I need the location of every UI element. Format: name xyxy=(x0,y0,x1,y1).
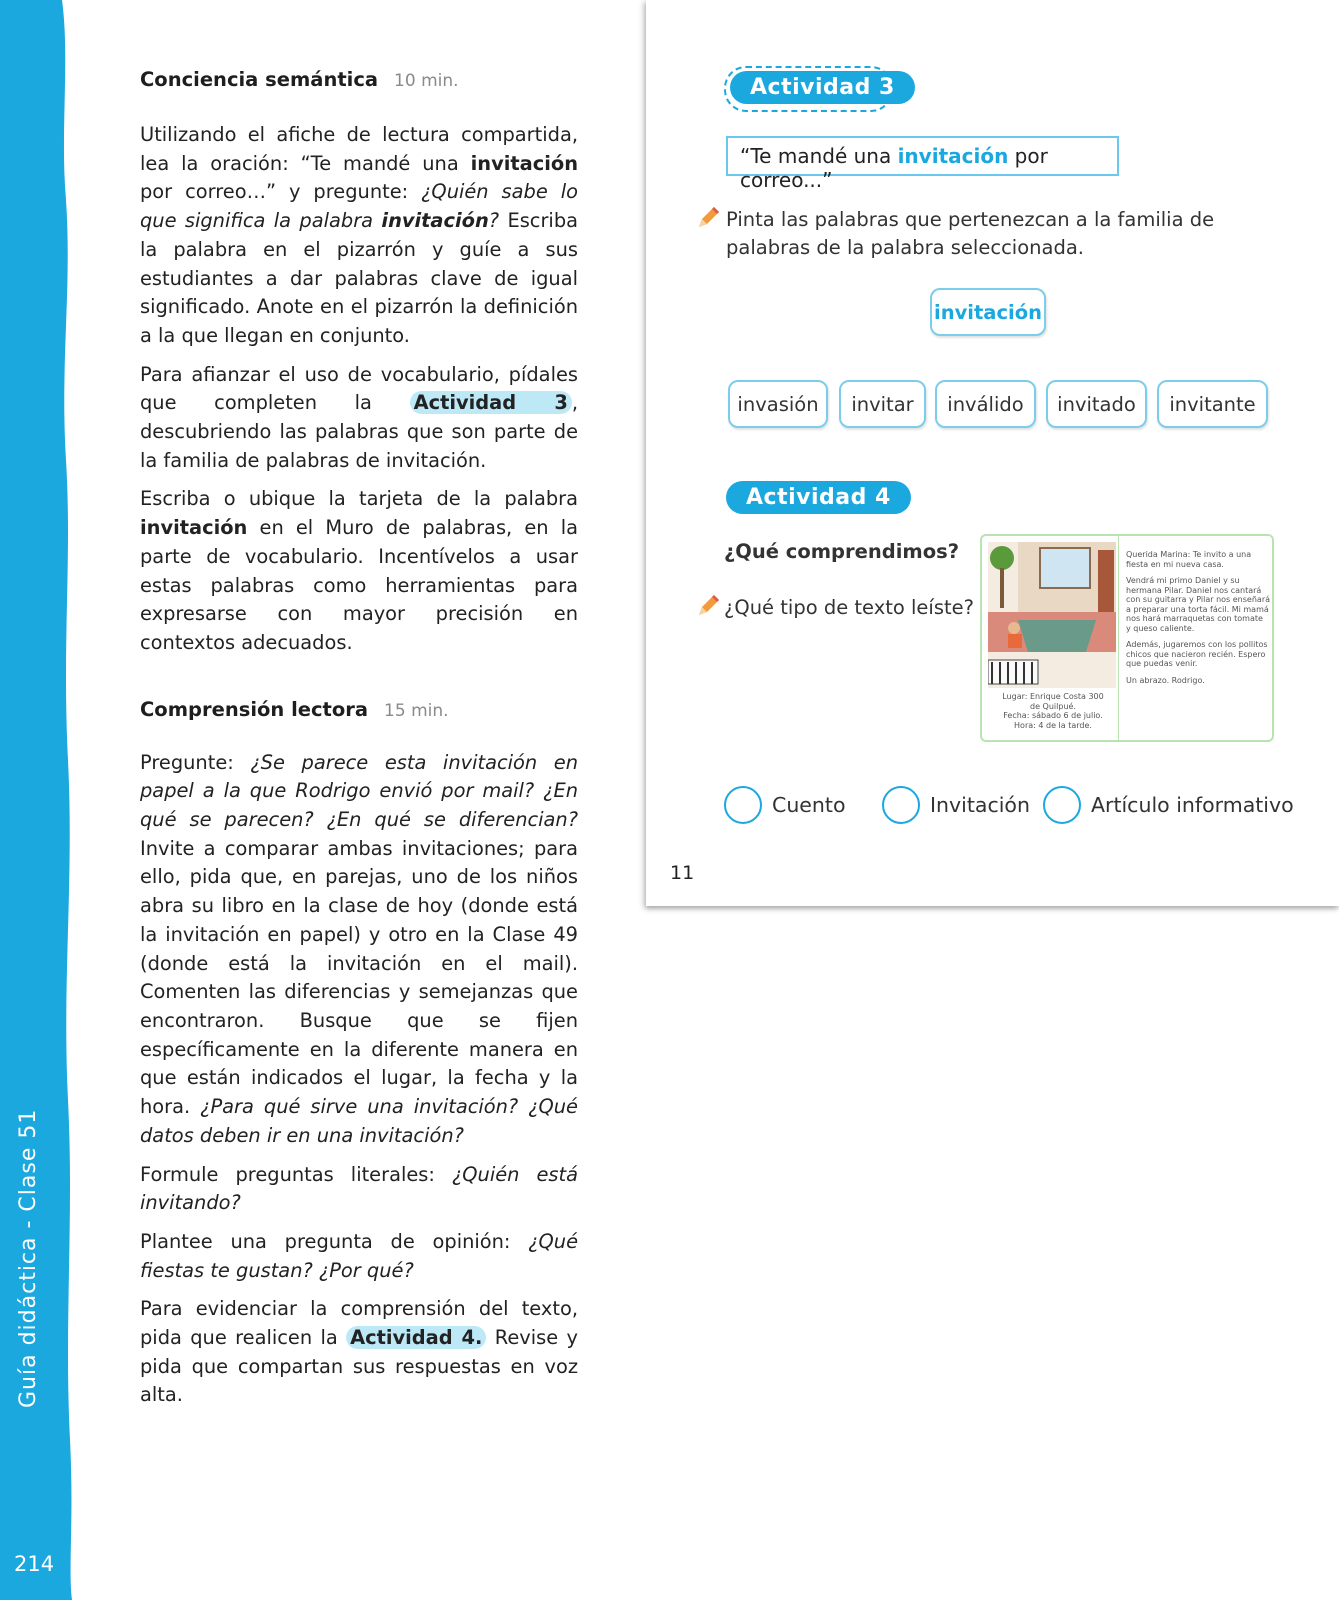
activity-3-highlight: Actividad 3 xyxy=(410,391,572,414)
paragraph-5: Formule preguntas literales: ¿Quién está invitando? xyxy=(140,1162,578,1215)
pencil-icon xyxy=(696,204,722,230)
option-cuento[interactable] xyxy=(724,786,846,824)
invitation-illustration xyxy=(988,542,1116,688)
invitation-letter: Querida Marina: Te invito a una fiesta en mi nueva casa. Vendrá mi primo Daniel y su hermana Pilar. Daniel nos cantará con su guitarra y Pilar nos enseñará a preparar una torta fácil. Mi mamá nos hará marraquetas con tomate y queso caliente. Además, jugaremos con los pollitos chicos que nacieron recién. Espero que puedas venir. Un abrazo. Rodrigo. xyxy=(1126,550,1271,685)
activity-4-highlight: Actividad 4. xyxy=(346,1326,486,1349)
section-header-semantic xyxy=(140,68,578,91)
radio-circle[interactable] xyxy=(1043,786,1081,824)
option-invitacion[interactable] xyxy=(882,786,1030,824)
section-title: Conciencia semántica xyxy=(140,68,379,91)
paragraph-2: Para afianzar el uso de vocabulario, pídales que completen la Actividad 3 , descubriendo las palabras que son parte de la familia de palabras de invitación. xyxy=(140,362,578,472)
word-card-invasion[interactable]: invasión xyxy=(728,380,828,428)
teacher-guide-column xyxy=(140,68,578,1410)
paragraph-7: Para evidenciar la comprensión del texto, pida que realicen la Actividad 4. Revise y pida que compartan sus respuestas en voz alta. xyxy=(140,1297,578,1407)
student-book-page xyxy=(646,0,1339,906)
word-card-invitado[interactable]: invitado xyxy=(1046,380,1147,428)
book-page-number: 11 xyxy=(670,862,695,884)
activity-3-instruction: Pinta las palabras que pertenezcan a la familia de palabras de la palabra seleccionada. xyxy=(726,208,1215,259)
sidebar-band: Guía didáctica - Clase 51 214 xyxy=(0,0,72,1600)
pencil-icon xyxy=(696,592,722,618)
word-card-invalido[interactable]: inválido xyxy=(935,380,1036,428)
quote-box: “Te mandé una invitación por correo...” xyxy=(726,136,1119,176)
radio-circle[interactable] xyxy=(882,786,920,824)
card-divider xyxy=(1118,536,1119,742)
word-card-invitar[interactable]: invitar xyxy=(839,380,926,428)
page-number: 214 xyxy=(14,1552,55,1576)
radio-circle[interactable] xyxy=(724,786,762,824)
option-articulo-informativo[interactable] xyxy=(1043,786,1294,824)
option-label: Artículo informativo xyxy=(1091,793,1294,817)
section-header-comprehension xyxy=(140,698,578,721)
paragraph-4: Pregunte: ¿Se parece esta invitación en papel a la que Rodrigo envió por mail? ¿En qué se parecen? ¿En qué se diferencian? Invite a comparar ambas invitaciones; para ello, pida que, en parejas, uno de los niños abra su libro en la clase de hoy (donde está la invitación en papel) y otro en la Clase 49 (donde está la invitación en el mail). Comenten las diferencias y semejanzas que encontraron. Busque que se fijen específicamente en la diferente manera en que están indicados el lugar, la fecha y la hora. ¿Para qué sirve una invitación? ¿Qué datos deben ir en una invitación? xyxy=(140,750,578,1147)
option-label: Invitación xyxy=(930,793,1030,817)
paragraph-1: Utilizando el afiche de lectura compartida, lea la oración: “Te mandé una invitación por correo…” y pregunte: ¿Quién sabe lo que significa la palabra invitación? Escriba la palabra en el pizarrón y guíe a sus estudiantes a dar palabras clave de igual significado. Anote en el pizarrón la definición a la que llegan en conjunto. xyxy=(140,123,579,347)
activity-3-badge: Actividad 3 xyxy=(730,71,915,104)
paragraph-3: Escriba o ubique la tarjeta de la palabra invitación en el Muro de palabras, en la parte de vocabulario. Incentívelos a usar estas palabras como herramientas para expresarse con mayor precisión en contextos adecuados. xyxy=(140,487,578,654)
word-card-main[interactable]: invitación xyxy=(930,288,1046,336)
word-card-invitante[interactable]: invitante xyxy=(1157,380,1268,428)
option-label: Cuento xyxy=(772,793,846,817)
paragraph-6: Plantee una pregunta de opinión: ¿Qué fiestas te gustan? ¿Por qué? xyxy=(140,1229,578,1282)
section-title: Comprensión lectora xyxy=(140,697,369,721)
question-text: ¿Qué tipo de texto leíste? xyxy=(724,596,974,619)
section-time: 15 min. xyxy=(384,700,449,721)
question-title: ¿Qué comprendimos? xyxy=(724,540,960,563)
activity-4-badge: Actividad 4 xyxy=(726,481,911,514)
invitation-details: Lugar: Enrique Costa 300 de Quilpué. Fecha: sábado 6 de julio. Hora: 4 de la tarde. xyxy=(1002,692,1104,730)
invitation-card xyxy=(980,534,1274,742)
section-time: 10 min. xyxy=(394,71,459,91)
